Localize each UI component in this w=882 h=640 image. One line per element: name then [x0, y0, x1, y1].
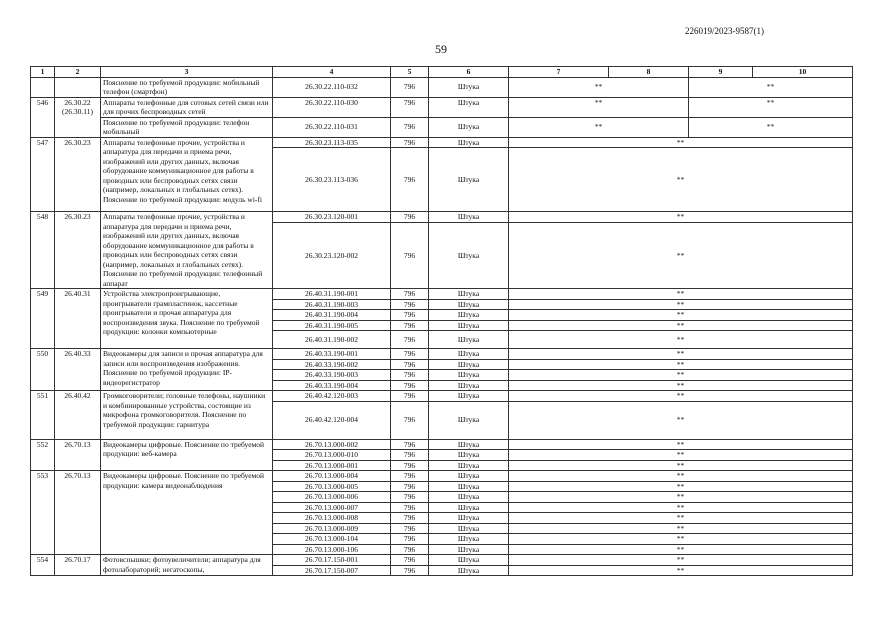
mark-cell: **	[689, 97, 853, 117]
ktru-code: 26.70.13.000-005	[273, 481, 391, 492]
unit-code: 796	[391, 555, 429, 566]
unit-name: Штука	[429, 222, 509, 288]
ktru-code: 26.70.13.000-004	[273, 471, 391, 482]
product-description: Громкоговорители; головные телефоны, наушники и комбинированные устройства, состоящие из микрофона громкоговорителя. Пояснение по требуемой продукции: гарнитура	[101, 391, 273, 440]
ktru-code: 26.30.22.110-031	[273, 117, 391, 137]
ktru-code: 26.30.22.110-030	[273, 97, 391, 117]
unit-name: Штука	[429, 502, 509, 513]
ktru-code: 26.30.23.113-035	[273, 137, 391, 148]
unit-code: 796	[391, 289, 429, 300]
ktru-code: 26.70.13.000-001	[273, 460, 391, 471]
unit-name: Штука	[429, 320, 509, 331]
ktru-code: 26.70.13.000-007	[273, 502, 391, 513]
unit-name: Штука	[429, 97, 509, 117]
row-number: 554	[31, 555, 55, 576]
unit-name: Штука	[429, 534, 509, 545]
product-description: Пояснение по требуемой продукции: мобильный телефон (смартфон)	[101, 77, 273, 97]
table-row	[31, 349, 853, 360]
mark-cell: **	[509, 380, 853, 391]
ktru-code: 26.70.13.000-008	[273, 513, 391, 524]
ktru-code: 26.70.13.000-002	[273, 439, 391, 450]
unit-name: Штука	[429, 401, 509, 439]
ktru-code: 26.40.33.190-003	[273, 370, 391, 381]
row-number: 550	[31, 349, 55, 391]
mark-cell: **	[509, 565, 853, 576]
unit-name: Штука	[429, 471, 509, 482]
okpd-code: 26.70.13	[55, 471, 101, 555]
unit-code: 796	[391, 534, 429, 545]
table-row	[31, 289, 853, 300]
col-header: 6	[429, 67, 509, 78]
product-description: Устройства электропроигрывающие, проигрыватели грампластинок, кассетные проигрыватели и прочая аппаратура для воспроизведения звука. Пояснение по требуемой продукции: колонки компьютерные	[101, 289, 273, 349]
ktru-code: 26.70.13.000-106	[273, 544, 391, 555]
unit-code: 796	[391, 222, 429, 288]
unit-code: 796	[391, 97, 429, 117]
okpd-code: 26.40.31	[55, 289, 101, 349]
unit-code: 796	[391, 137, 429, 148]
mark-cell: **	[509, 310, 853, 321]
ktru-code: 26.70.13.000-010	[273, 450, 391, 461]
mark-cell: **	[509, 544, 853, 555]
ktru-code: 26.40.33.190-002	[273, 359, 391, 370]
ktru-code: 26.40.42.120-003	[273, 391, 391, 402]
mark-cell: **	[509, 391, 853, 402]
unit-code: 796	[391, 299, 429, 310]
col-header: 1	[31, 67, 55, 78]
unit-name: Штука	[429, 555, 509, 566]
unit-code: 796	[391, 77, 429, 97]
col-header: 3	[101, 67, 273, 78]
unit-code: 796	[391, 565, 429, 576]
ktru-code: 26.40.31.190-002	[273, 331, 391, 349]
mark-cell: **	[509, 331, 853, 349]
mark-cell: **	[509, 320, 853, 331]
table-row	[31, 137, 853, 148]
row-number: 549	[31, 289, 55, 349]
table-row	[31, 77, 853, 97]
col-header: 5	[391, 67, 429, 78]
ktru-code: 26.40.31.190-005	[273, 320, 391, 331]
col-header: 9	[689, 67, 753, 78]
okpd-code: 26.30.23	[55, 137, 101, 212]
product-description: Видеокамеры для записи и прочая аппаратура для записи или воспроизведения изображения. Пояснение по требуемой продукции: IP-видеорегистратор	[101, 349, 273, 391]
unit-name: Штука	[429, 77, 509, 97]
unit-name: Штука	[429, 359, 509, 370]
unit-name: Штука	[429, 565, 509, 576]
mark-cell: **	[509, 502, 853, 513]
row-number: 551	[31, 391, 55, 440]
unit-code: 796	[391, 502, 429, 513]
unit-name: Штука	[429, 331, 509, 349]
table-row	[31, 555, 853, 566]
unit-name: Штука	[429, 513, 509, 524]
ktru-code: 26.40.31.190-004	[273, 310, 391, 321]
mark-cell: **	[509, 555, 853, 566]
unit-name: Штука	[429, 370, 509, 381]
document-number: 226019/2023-9587(1)	[685, 26, 764, 36]
mark-cell: **	[509, 471, 853, 482]
unit-code: 796	[391, 481, 429, 492]
okpd-code: 26.40.42	[55, 391, 101, 440]
unit-code: 796	[391, 148, 429, 212]
unit-code: 796	[391, 460, 429, 471]
ktru-code: 26.70.17.150-007	[273, 565, 391, 576]
mark-cell: **	[509, 222, 853, 288]
mark-cell: **	[509, 513, 853, 524]
products-table	[30, 66, 853, 576]
unit-name: Штука	[429, 137, 509, 148]
ktru-code: 26.70.13.000-104	[273, 534, 391, 545]
mark-cell: **	[509, 299, 853, 310]
product-description: Аппараты телефонные прочие, устройства и аппаратура для передачи и приема речи, изображений или других данных, включая оборудование коммуникационное для работы в проводных или беспроводных сетях связи (например, локальных и глобальных сетях). Пояснение по требуемой продукции: модуль wi-fi	[101, 137, 273, 212]
unit-code: 796	[391, 492, 429, 503]
mark-cell: **	[689, 77, 853, 97]
mark-cell: **	[509, 117, 689, 137]
unit-code: 796	[391, 450, 429, 461]
mark-cell: **	[509, 534, 853, 545]
page-number: 59	[435, 42, 447, 56]
ktru-code: 26.40.31.190-003	[273, 299, 391, 310]
unit-code: 796	[391, 310, 429, 321]
ktru-code: 26.70.13.000-006	[273, 492, 391, 503]
mark-cell: **	[509, 439, 853, 450]
mark-cell: **	[509, 450, 853, 461]
col-header: 4	[273, 67, 391, 78]
product-description: Пояснение по требуемой продукции: телефон мобильный	[101, 117, 273, 137]
unit-name: Штука	[429, 544, 509, 555]
unit-name: Штука	[429, 492, 509, 503]
col-header: 8	[609, 67, 689, 78]
ktru-code: 26.30.23.113-036	[273, 148, 391, 212]
ktru-code: 26.70.17.150-001	[273, 555, 391, 566]
unit-name: Штука	[429, 439, 509, 450]
mark-cell: **	[509, 370, 853, 381]
unit-name: Штука	[429, 117, 509, 137]
unit-code: 796	[391, 471, 429, 482]
ktru-code: 26.30.23.120-001	[273, 212, 391, 223]
row-number: 548	[31, 212, 55, 289]
mark-cell: **	[509, 148, 853, 212]
table-row	[31, 97, 853, 117]
product-description: Видеокамеры цифровые. Пояснение по требуемой продукции: камера видеонаблюдения	[101, 471, 273, 555]
product-description: Видеокамеры цифровые. Пояснение по требуемой продукции: веб-камера	[101, 439, 273, 471]
ktru-code: 26.70.13.000-009	[273, 523, 391, 534]
mark-cell: **	[509, 460, 853, 471]
product-description: Фотовспышки; фотоувеличители; аппаратура для фотолабораторий; негатоскопы,	[101, 555, 273, 576]
table-row	[31, 117, 853, 137]
product-description: Аппараты телефонные прочие, устройства и аппаратура для передачи и приема речи, изображений или других данных, включая оборудование коммуникационное для работы в проводных или беспроводных сетях связи (например, локальных и глобальных сетях). Пояснение по требуемой продукции: телефонный аппарат	[101, 212, 273, 289]
mark-cell: **	[509, 137, 853, 148]
unit-name: Штука	[429, 380, 509, 391]
unit-code: 796	[391, 320, 429, 331]
unit-name: Штука	[429, 450, 509, 461]
ktru-code: 26.40.31.190-001	[273, 289, 391, 300]
okpd-code: 26.70.13	[55, 439, 101, 471]
mark-cell: **	[509, 401, 853, 439]
mark-cell: **	[509, 523, 853, 534]
row-number: 546	[31, 97, 55, 137]
unit-name: Штука	[429, 148, 509, 212]
mark-cell: **	[689, 117, 853, 137]
ktru-code: 26.40.33.190-004	[273, 380, 391, 391]
unit-code: 796	[391, 380, 429, 391]
col-header: 7	[509, 67, 609, 78]
column-number-row	[31, 67, 853, 78]
unit-name: Штука	[429, 212, 509, 223]
mark-cell: **	[509, 289, 853, 300]
unit-code: 796	[391, 331, 429, 349]
unit-code: 796	[391, 117, 429, 137]
col-header: 10	[753, 67, 853, 78]
unit-code: 796	[391, 439, 429, 450]
okpd-code: 26.70.17	[55, 555, 101, 576]
mark-cell: **	[509, 481, 853, 492]
mark-cell: **	[509, 97, 689, 117]
unit-code: 796	[391, 401, 429, 439]
table-row	[31, 439, 853, 450]
ktru-code: 26.30.22.110-032	[273, 77, 391, 97]
row-number: 553	[31, 471, 55, 555]
unit-code: 796	[391, 391, 429, 402]
table-row	[31, 212, 853, 223]
unit-code: 796	[391, 523, 429, 534]
unit-code: 796	[391, 544, 429, 555]
table-row	[31, 471, 853, 482]
mark-cell: **	[509, 492, 853, 503]
unit-code: 796	[391, 212, 429, 223]
mark-cell: **	[509, 359, 853, 370]
ktru-code: 26.40.42.120-004	[273, 401, 391, 439]
unit-code: 796	[391, 349, 429, 360]
row-number: 552	[31, 439, 55, 471]
okpd-code: 26.30.23	[55, 212, 101, 289]
okpd-code	[55, 77, 101, 97]
mark-cell: **	[509, 212, 853, 223]
unit-code: 796	[391, 370, 429, 381]
unit-name: Штука	[429, 349, 509, 360]
okpd-code: 26.30.22 (26.30.11)	[55, 97, 101, 137]
col-header: 2	[55, 67, 101, 78]
row-number: 547	[31, 137, 55, 212]
unit-name: Штука	[429, 460, 509, 471]
ktru-code: 26.40.33.190-001	[273, 349, 391, 360]
ktru-code: 26.30.23.120-002	[273, 222, 391, 288]
unit-name: Штука	[429, 523, 509, 534]
product-description: Аппараты телефонные для сотовых сетей связи или для прочих беспроводных сетей	[101, 97, 273, 117]
mark-cell: **	[509, 77, 689, 97]
unit-code: 796	[391, 513, 429, 524]
okpd-code: 26.40.33	[55, 349, 101, 391]
unit-name: Штука	[429, 289, 509, 300]
table-row	[31, 391, 853, 402]
unit-name: Штука	[429, 299, 509, 310]
unit-name: Штука	[429, 481, 509, 492]
row-number	[31, 77, 55, 97]
mark-cell: **	[509, 349, 853, 360]
unit-name: Штука	[429, 391, 509, 402]
unit-code: 796	[391, 359, 429, 370]
unit-name: Штука	[429, 310, 509, 321]
